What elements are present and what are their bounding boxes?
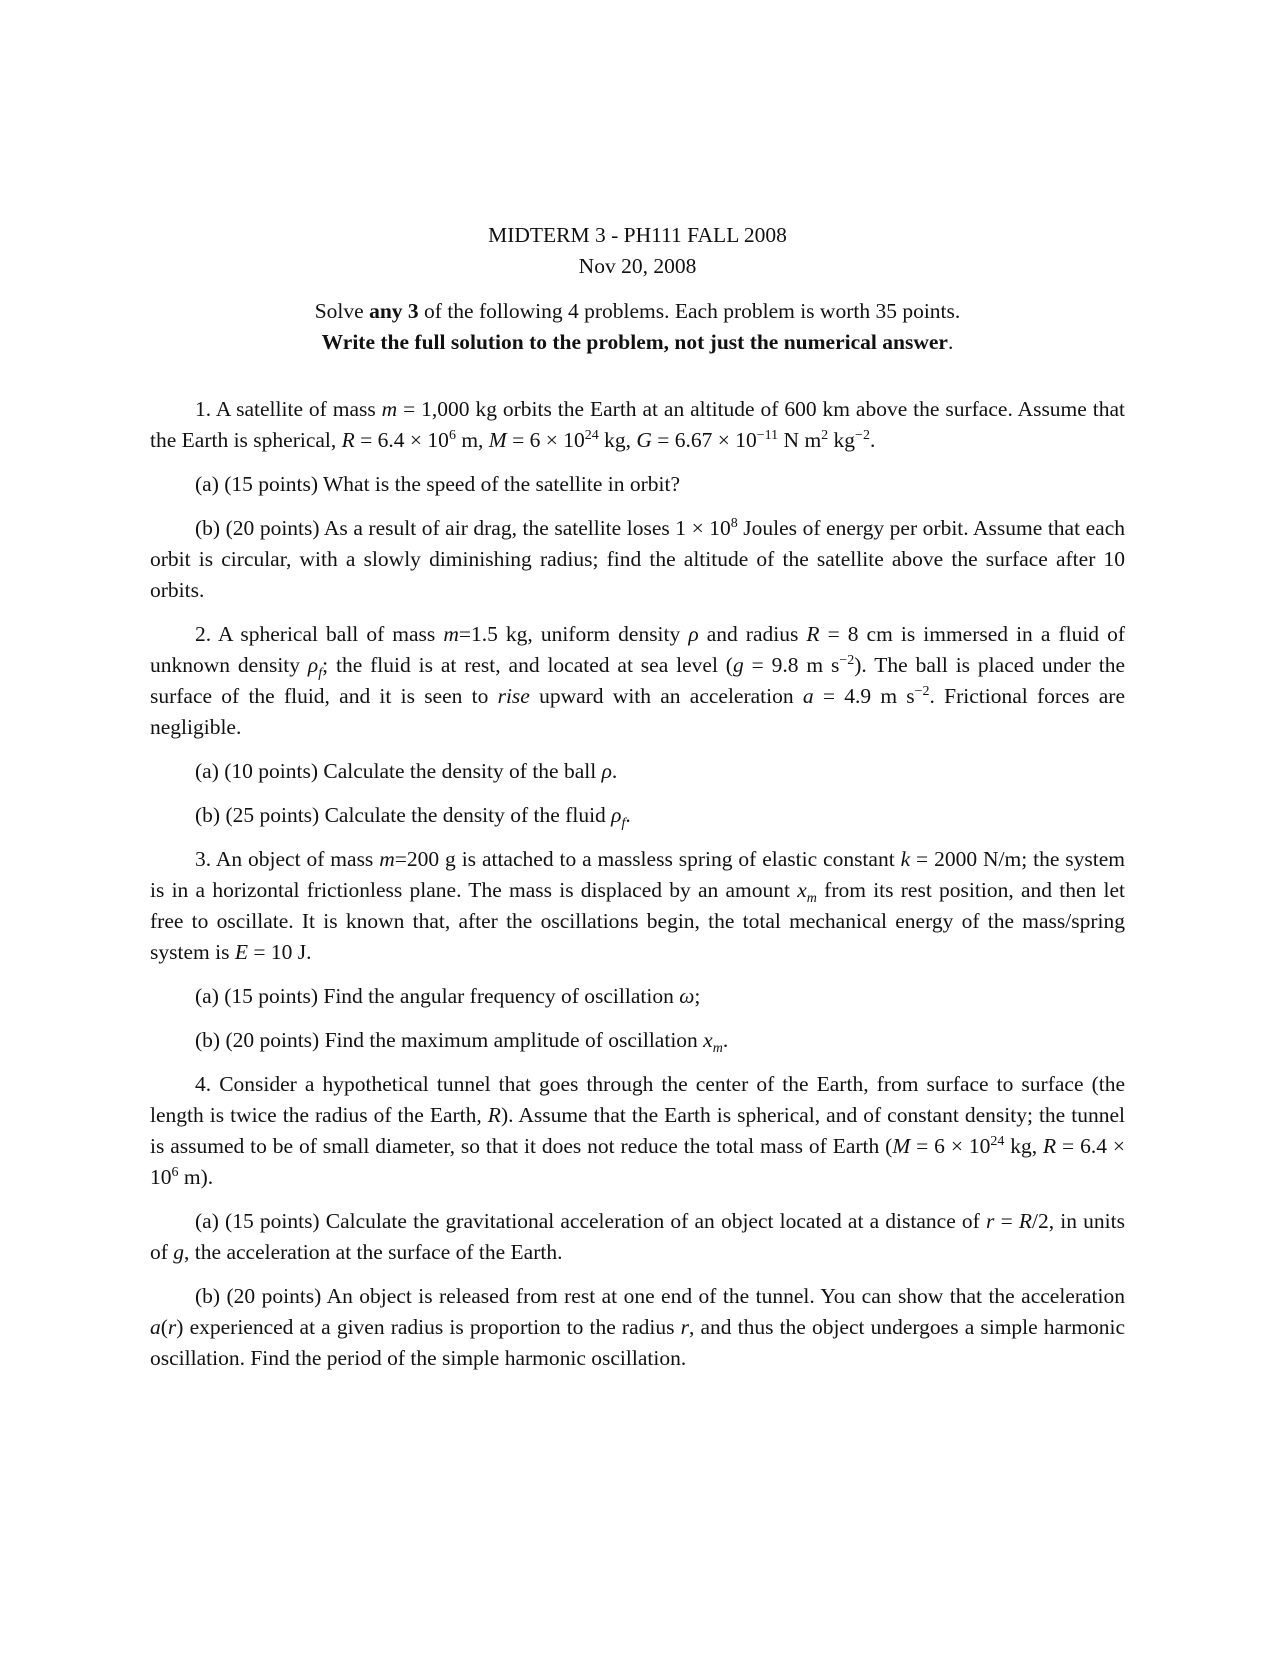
instruction-emphasis: any 3 xyxy=(369,299,419,323)
problem-1-statement: 1. A satellite of mass m = 1,000 kg orbits the Earth at an altitude of 600 km above the surface. Assume that the Earth is spherical, $R = 6.4 \times 10^6$ m, $M = 6 \times 10^{24}$ kg, $G = 6.67 \times 10^{-11}$ N $m^2$ $kg^{-2}$. xyxy=(150,397,1125,452)
problem-3-statement: 3. An object of mass m=200 g is attached to a massless spring of elastic constant k = 2000 N/m; the system is in a horizontal frictionless plane. The mass is displaced by an amount $x_m$ from its rest position, and then let free to oscillate. It is known that, after the oscillations begin, the total mechanical energy of the mass/spring system is E = 10 J. xyxy=(150,847,1126,964)
instructions xyxy=(150,296,1125,358)
problem-4b: (b) (20 points) An object is released from rest at one end of the tunnel. You can show that the acceleration a(r) experienced at a given radius is proportion to the radius r, and thus the object undergoes a simple harmonic oscillation. Find the period of the simple harmonic oscillation. xyxy=(150,1284,1125,1370)
problem-1b: (b) (20 points) As a result of air drag, the satellite loses $1 \times 10^8$ Joules of energy per orbit. Assume that each orbit is circular, with a slowly diminishing radius; find the altitude of the satellite above the surface after 10 orbits. xyxy=(150,516,1125,602)
problem-2b: (b) (25 points) Calculate the density of the fluid $\rho_f$. xyxy=(195,803,631,831)
instruction-line-2: Write the full solution to the problem, not just the numerical answer. xyxy=(321,330,954,354)
exam-title: MIDTERM 3 - PH111 FALL 2008 xyxy=(488,223,787,247)
problem-3b: (b) (20 points) Find the maximum amplitude of oscillation $x_m$. xyxy=(195,1028,729,1056)
problem-2a: (a) (10 points) Calculate the density of the ball ρ. xyxy=(195,759,618,783)
problem-list xyxy=(150,394,1125,1374)
exam-date: Nov 20, 2008 xyxy=(578,254,697,278)
exam-header xyxy=(150,220,1125,282)
problem-3a: (a) (15 points) Find the angular frequency of oscillation ω; xyxy=(195,984,701,1008)
problem-1a: (a) (15 points) What is the speed of the satellite in orbit? xyxy=(195,472,681,496)
problem-4-statement: 4. Consider a hypothetical tunnel that goes through the center of the Earth, from surface to surface (the length is twice the radius of the Earth, R). Assume that the Earth is spherical, and of constant density; the tunnel is assumed to be of small diameter, so that it does not reduce the total mass of Earth ($M = 6 \times 10^{24}$ kg, $R = 6.4 \times 10^6$ m). xyxy=(150,1072,1125,1189)
problem-2-statement: 2. A spherical ball of mass m=1.5 kg, uniform density ρ and radius R = 8 cm is immersed in a fluid of unknown density $\rho_f$; the fluid is at rest, and located at sea level (g = 9.8 m $s^{-2}$). The ball is placed under the surface of the fluid, and it is seen to rise upward with an acceleration a = 4.9 m $s^{-2}$. Frictional forces are negligible. xyxy=(150,622,1126,739)
exam-page xyxy=(150,220,1125,1387)
problem-4a: (a) (15 points) Calculate the gravitational acceleration of an object located at a distance of r = R/2, in units of g, the acceleration at the surface of the Earth. xyxy=(150,1209,1125,1264)
instruction-line-1: Solve any 3 of the following 4 problems. Each problem is worth 35 points. xyxy=(314,299,961,323)
